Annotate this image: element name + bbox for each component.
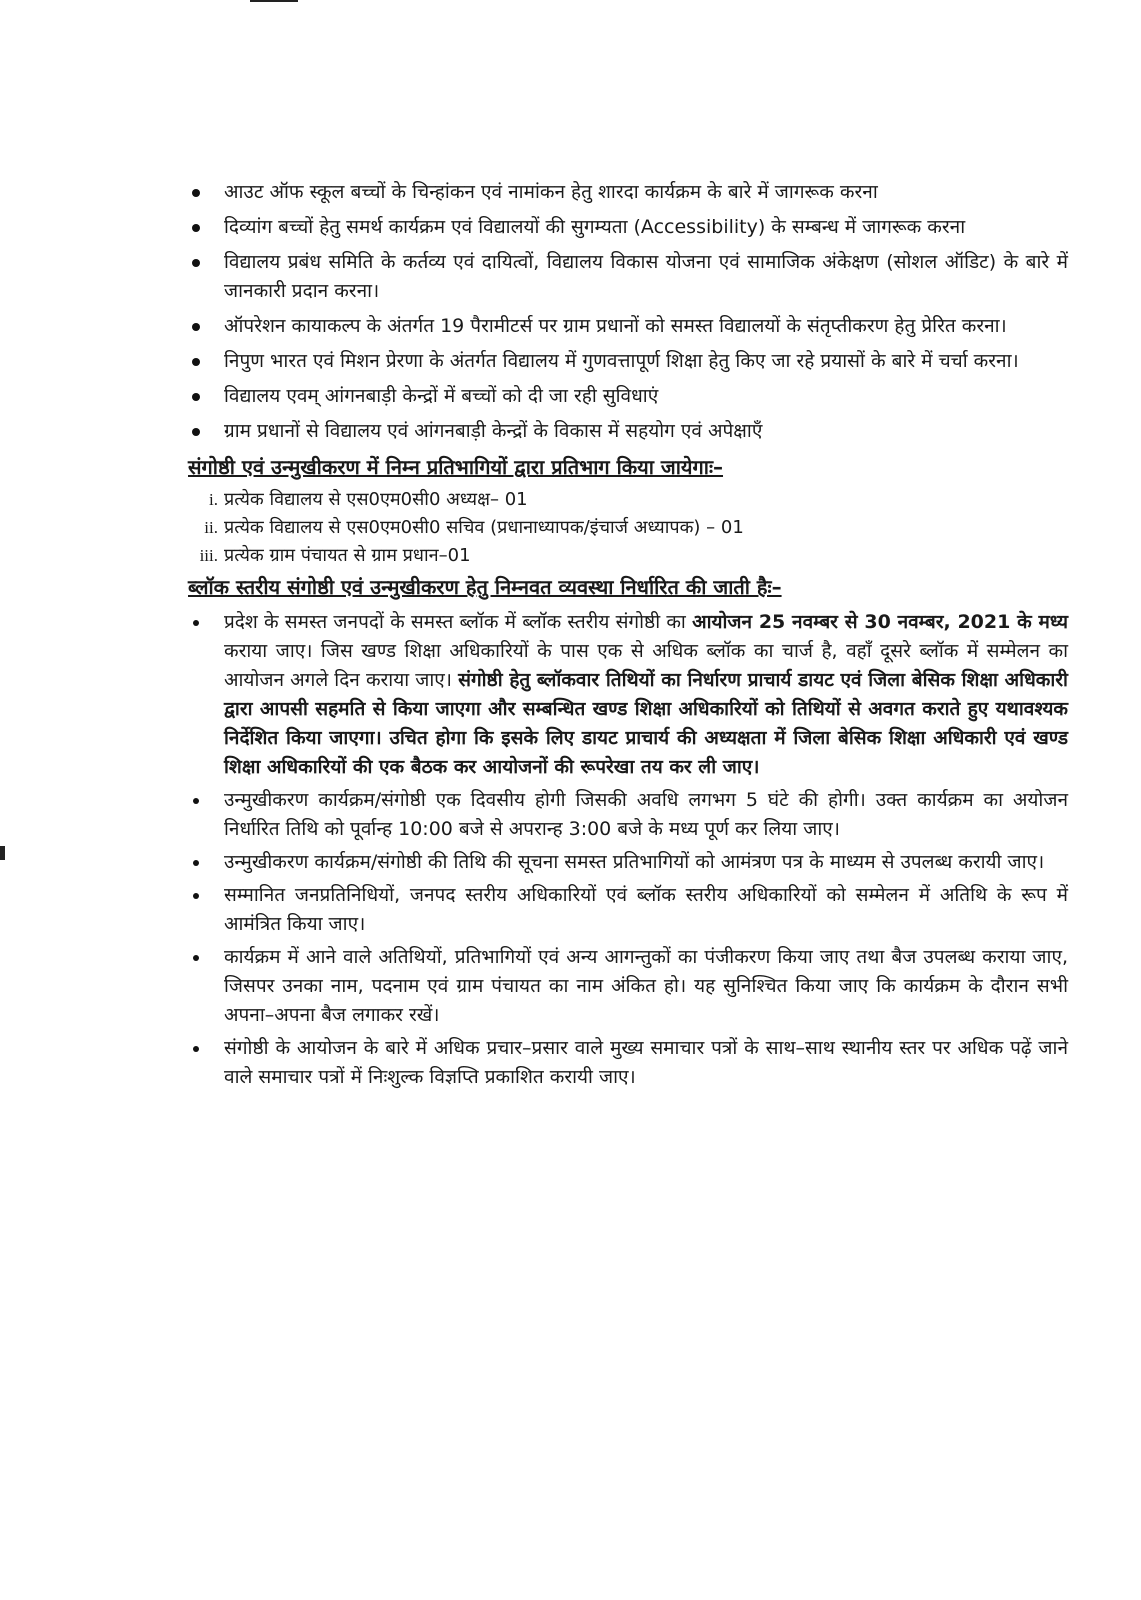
bullet-icon: [192, 323, 200, 331]
bullet-icon: [192, 189, 200, 197]
arrangement-heading: ब्लॉक स्तरीय संगोष्ठी एवं उन्मुखीकरण हेतु निम्नवत व्यवस्था निर्धारित की जाती हैः–: [188, 575, 782, 599]
list-item: कार्यक्रम में आने वाले अतिथियों, प्रतिभागियों एवं अन्य आगन्तुकों का पंजीकरण किया जाए तथा बैज उपलब्ध कराया जाए, जिसपर उनका नाम, पदनाम एवं ग्राम पंचायत का नाम अंकित हो। यह सुनिश्चित किया जाए कि कार्यक्रम के दौरान सभी अपना–अपना बैज लगाकर रखें।: [188, 943, 1068, 1030]
list-item: आउट ऑफ स्कूल बच्चों के चिन्हांकन एवं नामांकन हेतु शारदा कार्यक्रम के बारे में जागरूक करना: [188, 178, 1068, 207]
arrangement-list: [188, 608, 1068, 1092]
bullet-icon: [193, 620, 199, 626]
bullet-icon: [193, 893, 199, 899]
bullet-icon: [192, 224, 200, 232]
bullet-icon: [193, 798, 199, 804]
bullet-icon: [193, 860, 199, 866]
participants-list: [188, 486, 1068, 570]
list-item: ii. प्रत्येक विद्यालय से एस0एम0सी0 सचिव (प्रधानाध्यापक/इंचार्ज अध्यापक) – 01: [204, 517, 744, 538]
list-item: उन्मुखीकरण कार्यक्रम/संगोष्ठी की तिथि की सूचना समस्त प्रतिभागियों को आमंत्रण पत्र के माध्यम से उपलब्ध करायी जाए।: [188, 848, 1068, 877]
topic-list: [188, 178, 1068, 446]
scan-mark-left: [0, 846, 5, 860]
list-item: दिव्यांग बच्चों हेतु समर्थ कार्यक्रम एवं विद्यालयों की सुगम्यता (Accessibility) के सम्बन्ध में जागरूक करना: [188, 213, 1068, 242]
list-item: विद्यालय प्रबंध समिति के कर्तव्य एवं दायित्वों, विद्यालय विकास योजना एवं सामाजिक अंकेक्षण (सोशल ऑडिट) के बारे में जानकारी प्रदान करना।: [188, 248, 1068, 306]
bullet-icon: [192, 428, 200, 436]
bullet-icon: [192, 358, 200, 366]
bullet-icon: [193, 1046, 199, 1052]
list-item: प्रदेश के समस्त जनपदों के समस्त ब्लॉक में ब्लॉक स्तरीय संगोष्ठी का आयोजन 25 नवम्बर से 30 नवम्बर, 2021 के मध्य कराया जाए। जिस खण्ड शिक्षा अधिकारियों के पास एक से अधिक ब्लॉक का चार्ज है, वहाँ दूसरे ब्लॉक में सम्मेलन का आयोजन अगले दिन कराया जाए। संगोष्ठी हेतु ब्लॉकवार तिथियों का निर्धारण प्राचार्य डायट एवं जिला बेसिक शिक्षा अधिकारी द्वारा आपसी सहमति से किया जाएगा और सम्बन्धित खण्ड शिक्षा अधिकारियों को तिथियों से अवगत कराते हुए यथावश्यक निर्देशित किया जाएगा। उचित होगा कि इसके लिए डायट प्राचार्य की अध्यक्षता में जिला बेसिक शिक्षा अधिकारी एवं खण्ड शिक्षा अधिकारियों की एक बैठक कर आयोजनों की रूपरेखा तय कर ली जाए।: [188, 608, 1068, 782]
list-item: i. प्रत्येक विद्यालय से एस0एम0सी0 अध्यक्ष– 01: [209, 489, 528, 510]
bullet-icon: [192, 393, 200, 401]
participants-heading: संगोष्ठी एवं उन्मुखीकरण में निम्न प्रतिभागियों द्वारा प्रतिभाग किया जायेगाः–: [188, 455, 724, 479]
list-item: सम्मानित जनप्रतिनिधियों, जनपद स्तरीय अधिकारियों एवं ब्लॉक स्तरीय अधिकारियों को सम्मेलन में अतिथि के रूप में आमंत्रित किया जाए।: [188, 881, 1068, 939]
list-item: निपुण भारत एवं मिशन प्रेरणा के अंतर्गत विद्यालय में गुणवत्तापूर्ण शिक्षा हेतु किए जा रहे प्रयासों के बारे में चर्चा करना।: [188, 347, 1068, 376]
list-item: विद्यालय एवम् आंगनबाड़ी केन्द्रों में बच्चों को दी जा रही सुविधाएं: [188, 382, 1068, 411]
list-item: ग्राम प्रधानों से विद्यालय एवं आंगनबाड़ी केन्द्रों के विकास में सहयोग एवं अपेक्षाएँ: [188, 417, 1068, 446]
bullet-icon: [192, 259, 200, 267]
list-item: उन्मुखीकरण कार्यक्रम/संगोष्ठी एक दिवसीय होगी जिसकी अवधि लगभग 5 घंटे की होगी। उक्त कार्यक्रम का अयोजन निर्धारित तिथि को पूर्वान्ह 10:00 बजे से अपरान्ह 3:00 बजे के मध्य पूर्ण कर लिया जाए।: [188, 786, 1068, 844]
list-item: संगोष्ठी के आयोजन के बारे में अधिक प्रचार–प्रसार वाले मुख्य समाचार पत्रों के साथ–साथ स्थानीय स्तर पर अधिक पढ़ें जाने वाले समाचार पत्रों में निःशुल्क विज्ञप्ति प्रकाशित करायी जाए।: [188, 1034, 1068, 1092]
list-item: ऑपरेशन कायाकल्प के अंतर्गत 19 पैरामीटर्स पर ग्राम प्रधानों को समस्त विद्यालयों के संतृप्तीकरण हेतु प्रेरित करना।: [188, 312, 1068, 341]
scan-mark-top: [250, 0, 298, 2]
list-item: iii. प्रत्येक ग्राम पंचायत से ग्राम प्रधान–01: [199, 545, 471, 566]
bullet-icon: [193, 955, 199, 961]
document-body: [188, 178, 1068, 1096]
